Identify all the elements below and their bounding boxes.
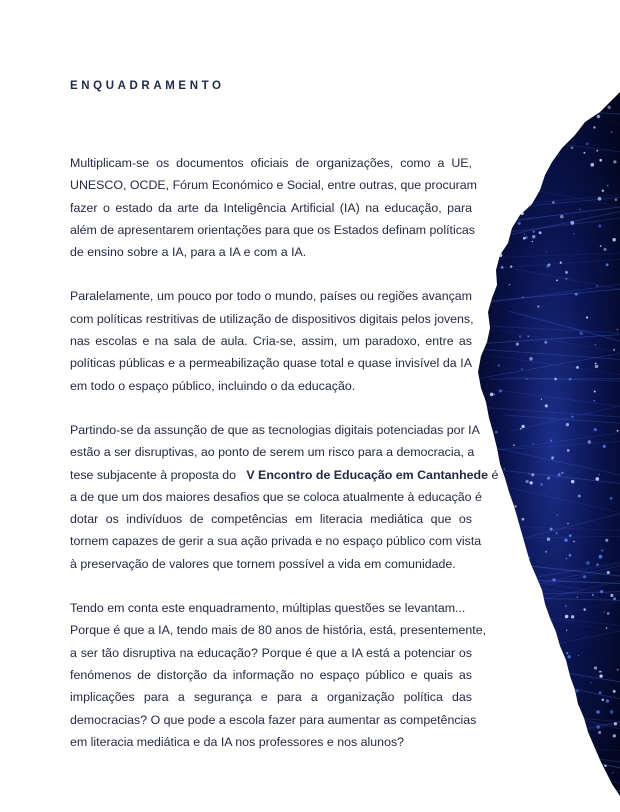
network-node <box>481 442 483 444</box>
network-node <box>515 118 518 121</box>
network-node <box>546 265 549 268</box>
network-node <box>484 89 487 92</box>
network-node <box>615 198 618 201</box>
network-node <box>508 539 511 542</box>
network-node <box>481 690 483 692</box>
network-node <box>591 163 595 167</box>
network-node <box>576 788 579 791</box>
network-node <box>519 335 522 338</box>
event-name: V Encontro de Educação em Cantanhede <box>246 467 489 482</box>
network-node <box>560 261 562 263</box>
network-node <box>569 534 572 537</box>
network-node <box>516 572 518 574</box>
network-node <box>510 266 512 268</box>
network-node <box>567 449 570 452</box>
network-node <box>576 690 579 693</box>
network-node <box>595 363 597 365</box>
network-node <box>586 113 587 114</box>
network-node <box>499 617 501 619</box>
network-node <box>594 428 597 431</box>
network-node <box>538 181 541 184</box>
network-node <box>571 480 574 483</box>
network-node <box>481 148 482 149</box>
network-node <box>490 542 492 544</box>
network-node <box>547 748 550 751</box>
network-node <box>558 473 561 476</box>
network-node <box>576 366 579 369</box>
network-node <box>566 652 568 654</box>
text-line: de ensino sobre a IA, para a IA e com a IA. <box>70 245 307 260</box>
network-node <box>613 238 616 241</box>
network-node <box>561 472 563 474</box>
network-node <box>489 131 492 134</box>
network-node <box>607 612 610 615</box>
network-node <box>504 468 505 469</box>
network-node <box>501 266 504 269</box>
network-node <box>561 721 562 722</box>
network-node <box>594 390 596 392</box>
network-node <box>598 731 601 734</box>
network-node <box>518 791 520 793</box>
network-node <box>482 407 485 410</box>
network-node <box>481 483 485 487</box>
network-node <box>484 281 487 284</box>
network-node <box>617 329 619 331</box>
network-node <box>604 248 607 251</box>
network-node <box>540 483 543 486</box>
network-node <box>602 190 604 192</box>
text-line: UNESCO, OCDE, Fórum Económico e Social, entre outras, que procuram <box>70 178 477 193</box>
network-node <box>515 657 519 661</box>
network-node <box>551 459 553 461</box>
network-node <box>603 445 606 448</box>
network-node <box>597 115 600 118</box>
network-node <box>602 699 604 701</box>
text-line: estão a ser disruptivas, ao ponto de serem um risco para a democracia, a <box>70 445 475 460</box>
network-node <box>539 739 541 741</box>
paragraph-3 <box>70 419 499 575</box>
network-node <box>561 670 563 672</box>
network-node <box>500 238 502 240</box>
network-node <box>516 342 519 345</box>
network-node <box>513 444 515 446</box>
network-node <box>537 305 539 307</box>
network-node <box>610 497 613 500</box>
network-node <box>572 790 574 792</box>
network-node <box>545 404 548 407</box>
text-line: implicações para a segurança e para a organização política das <box>70 690 472 705</box>
network-node <box>532 98 534 100</box>
network-node <box>518 222 521 225</box>
network-node <box>531 652 534 655</box>
network-node <box>481 425 484 428</box>
network-node <box>539 231 542 234</box>
network-node <box>520 428 522 430</box>
network-node <box>521 544 525 548</box>
network-node <box>614 722 617 725</box>
network-node <box>526 378 528 380</box>
network-node <box>509 284 511 286</box>
network-node <box>532 657 535 660</box>
text-line: com políticas restritivas de utilização de dispositivos digitais pelos jovens, <box>70 311 474 326</box>
text-line: tornem capazes de gerir a sua ação privada e no espaço público com vista <box>70 534 482 549</box>
network-node <box>598 474 599 475</box>
network-node <box>499 254 502 257</box>
network-node <box>556 279 558 281</box>
text-line: Partindo-se da assunção de que as tecnologias digitais potenciadas por IA <box>70 422 480 437</box>
network-node <box>481 516 483 518</box>
network-node <box>490 244 494 248</box>
text-segment: tese subjacente à proposta do <box>70 467 237 482</box>
network-node <box>579 331 582 334</box>
network-node <box>564 538 567 541</box>
network-node <box>582 759 584 761</box>
network-node <box>600 245 602 247</box>
network-node <box>590 682 591 683</box>
network-node <box>490 393 494 397</box>
network-node <box>527 336 529 338</box>
network-node <box>566 630 567 631</box>
paragraph-4 <box>70 597 487 753</box>
network-node <box>596 563 599 566</box>
network-node <box>606 263 609 266</box>
network-node <box>527 171 529 173</box>
light-streak <box>494 97 620 124</box>
text-line: fazer o estado da arte da Inteligência Artificial (IA) na educação, para <box>70 200 472 215</box>
network-node <box>494 394 495 395</box>
network-node <box>560 215 564 219</box>
network-node <box>564 755 567 758</box>
light-streak <box>475 91 620 116</box>
network-node <box>606 627 608 629</box>
network-node <box>607 106 610 109</box>
network-node <box>516 694 519 697</box>
network-node <box>544 341 547 344</box>
network-node <box>482 565 483 566</box>
network-node <box>591 795 594 798</box>
network-node <box>545 551 547 553</box>
network-node <box>571 146 574 149</box>
network-node <box>560 769 562 771</box>
network-node <box>500 693 503 696</box>
network-node <box>564 93 566 95</box>
network-node <box>531 473 534 476</box>
network-node <box>565 271 568 274</box>
light-streak <box>495 75 620 91</box>
network-node <box>610 710 614 714</box>
network-node <box>523 237 526 240</box>
network-node <box>567 655 570 658</box>
network-node <box>571 415 574 418</box>
light-streak <box>488 791 620 792</box>
network-node <box>611 131 613 133</box>
network-node <box>484 422 486 424</box>
network-node <box>610 594 613 597</box>
network-node <box>586 316 588 318</box>
network-node <box>479 799 481 801</box>
network-node <box>479 134 481 136</box>
network-node <box>537 708 540 711</box>
network-node <box>550 671 552 673</box>
network-node <box>595 365 599 369</box>
network-node <box>596 150 598 152</box>
network-node <box>495 431 498 434</box>
text-line: nas escolas e na sala de aula. Cria-se, assim, um paradoxo, entre as <box>70 334 472 349</box>
network-node <box>506 129 508 131</box>
network-node <box>477 779 480 782</box>
network-node <box>595 477 599 481</box>
text-line: à preservação de valores que tornem possível a vida em comunidade. <box>70 556 456 571</box>
network-node <box>480 250 482 252</box>
network-node <box>547 477 550 480</box>
network-node <box>606 700 609 703</box>
network-node <box>586 142 589 145</box>
network-node <box>547 538 550 541</box>
text-line: dotar os indivíduos de competências em literacia mediática que os <box>70 512 472 527</box>
network-node <box>519 801 520 802</box>
network-node <box>600 671 602 673</box>
network-node <box>503 688 505 690</box>
network-node <box>486 608 489 611</box>
network-node <box>564 714 566 716</box>
network-node <box>530 481 533 484</box>
network-node <box>529 189 532 192</box>
network-node <box>565 615 569 619</box>
network-node <box>532 235 535 238</box>
network-node <box>566 423 569 426</box>
network-node <box>569 378 572 381</box>
network-node <box>498 675 500 677</box>
network-node <box>565 278 567 280</box>
network-node <box>491 257 494 260</box>
network-node <box>573 541 575 543</box>
network-node <box>565 605 567 607</box>
text-line: Multiplicam-se os documentos oficiais de organizações, como a UE, <box>70 156 472 170</box>
network-node <box>520 212 523 215</box>
network-node <box>529 473 530 474</box>
network-node <box>583 152 585 154</box>
network-node <box>598 224 601 227</box>
network-node <box>552 201 555 204</box>
network-node <box>533 684 535 686</box>
network-node <box>550 528 553 531</box>
section-heading: ENQUADRAMENTO <box>70 80 225 92</box>
network-node <box>503 246 505 248</box>
network-node <box>577 790 580 793</box>
network-node <box>583 575 586 578</box>
network-node <box>593 126 595 128</box>
network-node <box>569 554 572 557</box>
network-node <box>491 172 492 173</box>
network-node <box>493 676 495 678</box>
network-node <box>499 635 502 638</box>
network-node <box>496 173 498 175</box>
network-node <box>504 614 507 617</box>
network-node <box>593 400 595 402</box>
network-node <box>556 665 559 668</box>
network-node <box>502 672 504 674</box>
network-node <box>596 285 598 287</box>
network-node <box>578 655 579 656</box>
network-node <box>595 344 596 345</box>
network-node <box>522 297 523 298</box>
network-node <box>521 368 523 370</box>
network-node <box>540 621 543 624</box>
network-node <box>599 691 602 694</box>
network-node <box>558 147 560 149</box>
paragraph-2 <box>70 285 472 396</box>
network-node <box>579 725 582 728</box>
network-node <box>586 771 587 772</box>
network-node <box>583 608 586 611</box>
text-line: a de que um dos maiores desafios que se coloca atualmente à educação é <box>70 489 482 504</box>
body-text <box>70 152 499 775</box>
network-node <box>555 147 558 150</box>
network-node <box>482 254 485 257</box>
network-node <box>499 731 502 734</box>
network-node <box>512 719 515 722</box>
network-node <box>513 528 516 531</box>
network-node <box>552 578 555 581</box>
text-line: Paralelamente, um pouco por todo o mundo, países ou regiões avançam <box>70 289 472 304</box>
light-streak <box>507 77 620 90</box>
network-node <box>599 555 603 559</box>
network-node <box>557 514 558 515</box>
text-line: em todo o espaço público, incluindo o da educação. <box>70 378 356 393</box>
network-node <box>532 241 533 242</box>
text-line: políticas públicas e a permeabilização quase total e quase invisível da IA <box>70 356 472 371</box>
network-node <box>596 710 600 714</box>
network-node <box>529 357 533 361</box>
paragraph-1 <box>70 152 477 263</box>
network-node <box>554 378 557 381</box>
network-node <box>575 735 577 737</box>
text-line: democracias? O que pode a escola fazer para aumentar as competências <box>70 712 477 727</box>
network-node <box>613 160 616 163</box>
network-node <box>556 532 557 533</box>
network-node <box>605 539 608 542</box>
network-node <box>613 734 616 737</box>
text-line: Tendo em conta este enquadramento, múltiplas questões se levantam... <box>70 601 466 616</box>
network-node <box>612 772 613 773</box>
network-node <box>604 765 606 767</box>
network-node <box>483 220 486 223</box>
network-node <box>566 114 568 116</box>
network-node <box>522 518 525 521</box>
network-node <box>580 90 582 92</box>
network-node <box>599 674 602 677</box>
network-node <box>570 221 574 225</box>
network-node <box>554 724 556 726</box>
network-node <box>598 197 602 201</box>
network-node <box>617 430 619 432</box>
network-node <box>601 549 603 551</box>
network-node <box>615 789 617 791</box>
light-streak <box>493 778 620 789</box>
network-node <box>588 440 591 443</box>
network-node <box>541 399 542 400</box>
network-node <box>546 251 547 252</box>
network-node <box>607 571 610 574</box>
network-node <box>492 606 495 609</box>
network-node <box>577 596 578 597</box>
network-node <box>567 675 568 676</box>
network-node <box>566 558 567 559</box>
network-node <box>592 594 594 596</box>
network-node <box>532 443 534 445</box>
network-node <box>536 146 538 148</box>
network-node <box>525 480 528 483</box>
network-node <box>521 425 524 428</box>
network-node <box>600 590 603 593</box>
network-node <box>534 654 537 657</box>
network-node <box>604 611 605 612</box>
network-node <box>484 583 486 585</box>
network-node <box>505 508 507 510</box>
network-node <box>591 89 594 92</box>
network-node <box>526 587 528 589</box>
light-streak <box>470 88 620 93</box>
network-node <box>613 349 615 351</box>
network-node <box>499 389 502 392</box>
network-node <box>513 559 515 561</box>
network-node <box>579 209 581 211</box>
text-line-with-event-name <box>70 464 499 486</box>
network-node <box>528 557 530 559</box>
network-node <box>575 293 578 296</box>
network-node <box>607 185 609 187</box>
network-node <box>522 178 524 180</box>
text-line: além de apresentarem orientações para que os Estados definam políticas <box>70 222 475 237</box>
network-node <box>613 690 616 693</box>
text-line: Porque é que a IA, tendo mais de 80 anos de história, está, presentemente, <box>70 623 487 638</box>
network-node <box>594 666 597 669</box>
network-node <box>536 777 539 780</box>
network-node <box>524 234 525 235</box>
text-segment: é <box>491 467 499 482</box>
network-node <box>482 397 485 400</box>
network-node <box>578 495 581 498</box>
text-line: a ser tão disruptiva na educação? Porque é que a IA está a potenciar os <box>70 645 472 660</box>
network-node <box>514 505 516 507</box>
light-streak <box>502 773 620 783</box>
network-node <box>571 615 574 618</box>
network-node <box>613 597 616 600</box>
network-node <box>481 212 484 215</box>
network-node <box>573 233 574 234</box>
network-node <box>492 674 495 677</box>
text-line: fenómenos de distorção da informação no espaço público e quais as <box>70 667 472 682</box>
network-node <box>498 364 500 366</box>
network-node <box>586 561 590 565</box>
network-node <box>550 440 552 442</box>
network-node <box>567 523 568 524</box>
network-node <box>533 231 535 233</box>
network-node <box>495 200 496 201</box>
network-node <box>617 669 619 671</box>
network-node <box>502 537 504 539</box>
text-line: em literacia mediática e da IA nos professores e nos alunos? <box>70 734 405 749</box>
network-node <box>599 159 602 162</box>
network-node <box>553 644 555 646</box>
network-node <box>596 725 600 729</box>
